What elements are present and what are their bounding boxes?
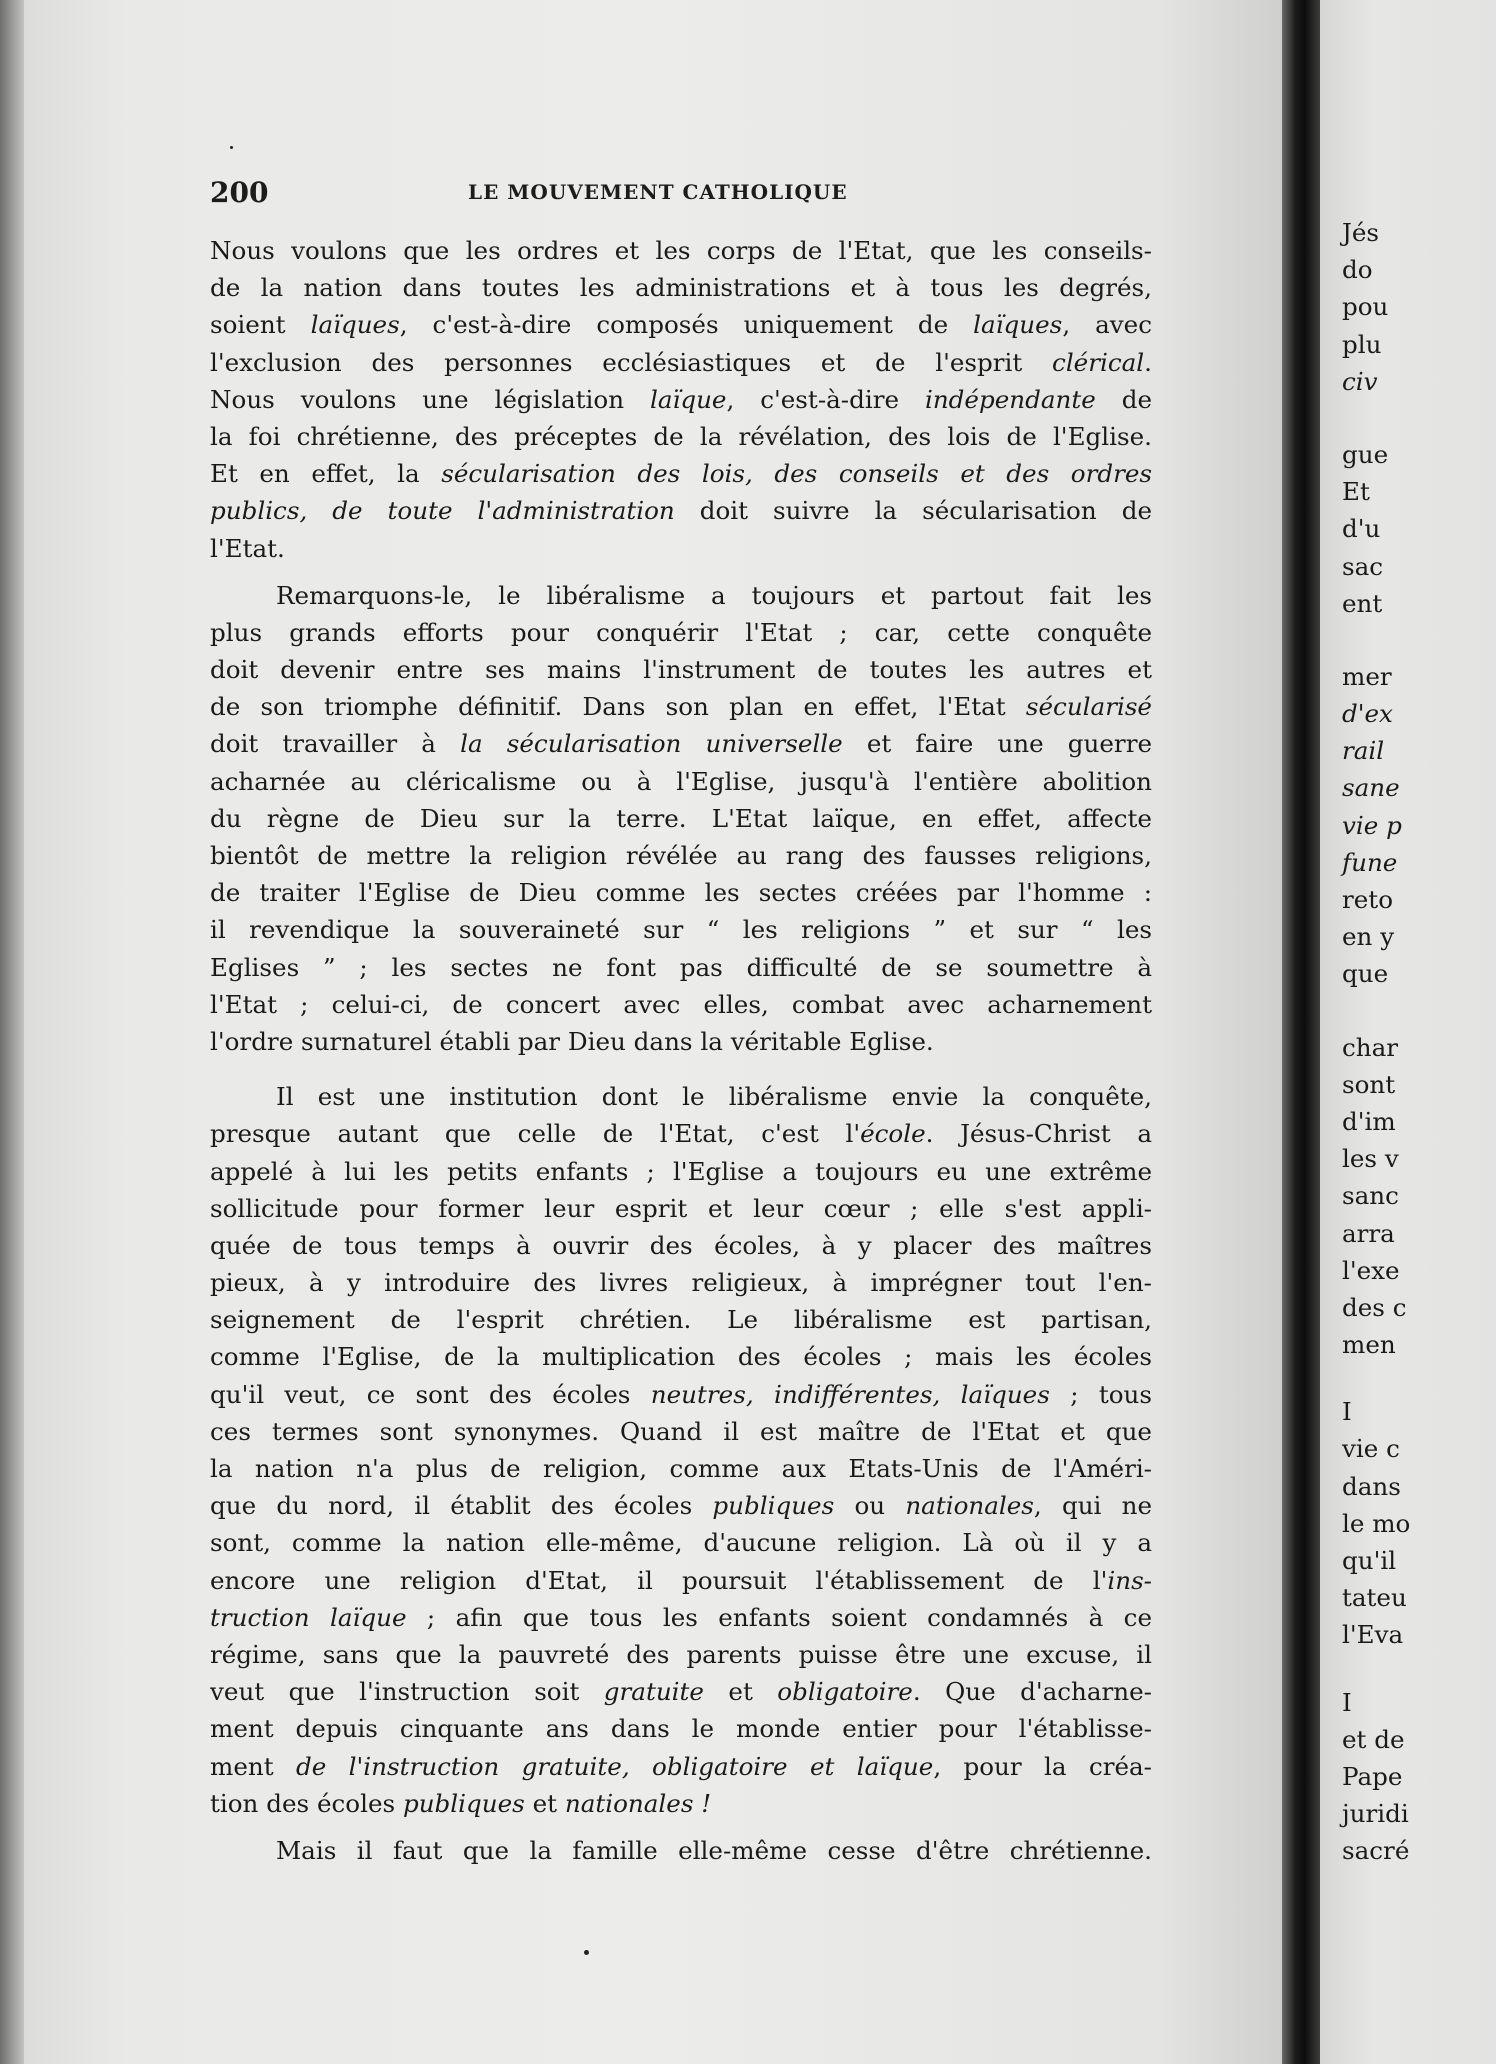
text-span: que du nord, il établit des écoles: [210, 1491, 713, 1521]
text-line: [210, 1115, 1152, 1152]
text-line: [210, 1785, 1152, 1822]
fragment-line: d'ex: [1342, 699, 1393, 729]
text-span: de traiter l'Eglise de Dieu comme les sectes créées par l'homme :: [210, 878, 1152, 908]
text-span: Nous voulons que les ordres et les corps de l'Etat, que les conseils-: [210, 236, 1152, 265]
italic-text: sécularisé: [1025, 692, 1152, 722]
text-span: bientôt de mettre la religion révélée au rang des fausses religions,: [210, 841, 1152, 870]
text-span: .: [1144, 347, 1152, 377]
text-line: [210, 1487, 1152, 1524]
text-span: , qui ne: [1033, 1491, 1152, 1521]
fragment-line: l'exe: [1342, 1255, 1400, 1285]
text-span: , c'est-à-dire: [726, 384, 925, 414]
italic-text: laïque: [649, 384, 727, 414]
text-span: de: [1095, 384, 1152, 414]
text-span: Et en effet, la: [210, 459, 442, 489]
italic-text: publiques: [712, 1491, 835, 1521]
text-line: [210, 1227, 1152, 1264]
fragment-line: Et: [1342, 477, 1370, 507]
text-span: l'Etat ; celui-ci, de concert avec elles, combat avec acharnement: [210, 989, 1152, 1019]
page-number: 200: [210, 176, 269, 209]
text-span: Remarquons-le, le libéralisme a toujours et partout fait les: [276, 580, 1152, 610]
text-span: et: [524, 1788, 565, 1818]
text-span: l'ordre surnaturel établi par Dieu dans la véritable Eglise.: [210, 1026, 934, 1056]
italic-text: laïques: [973, 310, 1063, 340]
text-span: . Que d'acharne-: [912, 1677, 1152, 1707]
text-span: qu'il veut, ce sont des écoles: [210, 1379, 651, 1409]
text-span: tion des écoles: [210, 1788, 403, 1818]
fragment-line: juridi: [1342, 1799, 1409, 1829]
text-line: [210, 1524, 1152, 1561]
text-line: [210, 1264, 1152, 1301]
italic-text: la sécularisation universelle: [460, 729, 843, 759]
fragment-line: plu: [1342, 329, 1382, 359]
text-span: Mais il faut que la famille elle-même cesse d'être chrétienne.: [276, 1835, 1152, 1865]
fragment-line: I: [1342, 1687, 1352, 1717]
text-line: [210, 1450, 1152, 1487]
text-span: ment: [210, 1751, 296, 1781]
text-line: [210, 1636, 1152, 1673]
text-line: [210, 381, 1152, 418]
text-line: [210, 1376, 1152, 1413]
italic-text: publics, de toute l'administration: [210, 496, 675, 526]
text-line: [210, 763, 1152, 800]
fragment-line: reto: [1342, 885, 1394, 914]
text-span: régime, sans que la pauvreté des parents puisse être une excuse, il: [210, 1639, 1152, 1669]
text-span: sollicitude pour former leur esprit et leur cœur ; elle s'est appli-: [210, 1193, 1152, 1223]
text-span: pieux, à y introduire des livres religieux, à imprégner tout l'en-: [210, 1268, 1152, 1298]
text-line: [210, 1562, 1152, 1599]
scan-speck: [584, 1950, 589, 1955]
italic-text: clérical: [1052, 347, 1145, 377]
text-line: [210, 1710, 1152, 1747]
fragment-line: gue: [1342, 439, 1389, 469]
text-span: soient: [210, 310, 311, 340]
text-span: ces termes sont synonymes. Quand il est maître de l'Etat et que: [210, 1416, 1152, 1446]
fragment-line: ent: [1342, 588, 1383, 618]
text-span: il revendique la souveraineté sur “ les religions ” et sur “ les: [210, 915, 1152, 945]
fragment-line: Jés: [1342, 218, 1380, 247]
text-span: Nous voulons une législation: [210, 384, 650, 414]
text-line: [210, 1599, 1152, 1636]
fragment-line: I: [1342, 1397, 1352, 1427]
fragment-line: et de: [1342, 1724, 1405, 1754]
fragment-line: men: [1342, 1330, 1396, 1360]
fragment-line: pou: [1342, 292, 1389, 322]
text-line: [210, 725, 1152, 762]
italic-text: nationales !: [564, 1788, 712, 1818]
text-line: [210, 986, 1152, 1023]
text-span: comme l'Eglise, de la multiplication des écoles ; mais les écoles: [210, 1342, 1152, 1372]
italic-text: sécularisation des lois, des conseils et des ordres: [441, 459, 1152, 489]
fragment-line: d'u: [1342, 514, 1381, 544]
text-line: [210, 1413, 1152, 1450]
fragment-line: vie c: [1342, 1434, 1400, 1464]
text-span: acharnée au cléricalisme ou à l'Eglise, jusqu'à l'entière abolition: [210, 766, 1152, 796]
text-line: [210, 232, 1152, 269]
text-line: [210, 492, 1152, 529]
text-line: [210, 269, 1152, 306]
text-line: [210, 688, 1152, 725]
text-line: [210, 1301, 1152, 1338]
fragment-line: sont: [1342, 1069, 1396, 1099]
fragment-line: fune: [1342, 847, 1398, 877]
fragment-line: les v: [1342, 1144, 1399, 1174]
text-line: [210, 1673, 1152, 1710]
text-line: [210, 949, 1152, 986]
text-span: et: [704, 1677, 778, 1707]
text-line: [210, 1832, 1152, 1869]
running-title: LE MOUVEMENT CATHOLIQUE: [468, 180, 848, 204]
fragment-line: char: [1342, 1032, 1399, 1062]
fragment-line: sacré: [1342, 1836, 1410, 1866]
right-page-text: [1342, 214, 1410, 1870]
text-span: . Jésus-Christ a: [925, 1119, 1152, 1149]
fragment-line: l'Eva: [1342, 1620, 1404, 1650]
text-span: sont, comme la nation elle-même, d'aucune religion. Là où il y a: [210, 1528, 1152, 1558]
text-span: doit suivre la sécularisation de: [674, 496, 1152, 526]
text-line: [210, 1153, 1152, 1190]
text-line: [210, 651, 1152, 688]
italic-text: nationales: [905, 1491, 1034, 1521]
fragment-line: tateu: [1342, 1583, 1407, 1613]
italic-text: ins-: [1107, 1565, 1152, 1595]
fragment-line: que: [1342, 959, 1389, 989]
text-line: [210, 344, 1152, 381]
fragment-line: dans: [1342, 1471, 1401, 1501]
italic-text: gratuite: [603, 1677, 704, 1707]
fragment-line: sac: [1342, 551, 1384, 581]
text-span: veut que l'instruction soit: [210, 1677, 604, 1707]
text-span: la nation n'a plus de religion, comme aux Etats-Unis de l'Améri-: [210, 1454, 1152, 1483]
text-line: [210, 530, 1152, 567]
fragment-line: sane: [1342, 773, 1400, 803]
text-span: ou: [834, 1491, 906, 1521]
text-line: [210, 874, 1152, 911]
text-span: l'exclusion des personnes ecclésiastiques et de l'esprit: [210, 347, 1053, 377]
text-span: de son triomphe définitif. Dans son plan en effet, l'Etat: [210, 692, 1026, 722]
right-page: [1320, 0, 1496, 2064]
text-span: la foi chrétienne, des préceptes de la révélation, des lois de l'Eglise.: [210, 421, 1152, 451]
text-line: [210, 1338, 1152, 1375]
italic-text: école: [860, 1119, 926, 1149]
italic-text: obligatoire: [777, 1677, 913, 1707]
text-line: [210, 1748, 1152, 1785]
text-line: [210, 837, 1152, 874]
text-span: l'Etat.: [210, 533, 285, 563]
text-span: , pour la créa-: [933, 1751, 1152, 1781]
text-span: seignement de l'esprit chrétien. Le libéralisme est partisan,: [210, 1305, 1152, 1335]
fragment-line: do: [1342, 255, 1373, 285]
text-line: [210, 911, 1152, 948]
scan-edge: [0, 0, 26, 2064]
text-span: presque autant que celle de l'Etat, c'est l': [210, 1119, 861, 1149]
text-span: ; afin que tous les enfants soient condamnés à ce: [406, 1602, 1152, 1632]
text-span: ; tous: [1049, 1379, 1152, 1409]
fragment-line: mer: [1342, 661, 1392, 691]
text-line: [210, 1190, 1152, 1227]
text-span: ment depuis cinquante ans dans le monde entier pour l'établisse-: [210, 1714, 1152, 1744]
text-span: et faire une guerre: [842, 729, 1152, 759]
italic-text: publiques: [402, 1788, 525, 1818]
book-gutter: [1282, 0, 1320, 2064]
text-span: encore une religion d'Etat, il poursuit l'établissement de l': [210, 1565, 1108, 1595]
fragment-line: civ: [1342, 366, 1378, 396]
fragment-line: des c: [1342, 1292, 1407, 1322]
text-line: [210, 800, 1152, 837]
text-line: [210, 577, 1152, 614]
text-line: [210, 418, 1152, 455]
text-span: doit travailler à: [210, 729, 461, 759]
text-line: [210, 455, 1152, 492]
text-span: , avec: [1062, 310, 1152, 340]
fragment-line: rail: [1342, 736, 1385, 766]
fragment-line: sanc: [1342, 1181, 1399, 1211]
italic-text: indépendante: [924, 384, 1096, 414]
text-span: quée de tous temps à ouvrir des écoles, à y placer des maîtres: [210, 1230, 1152, 1260]
text-span: , c'est-à-dire composés uniquement de: [399, 310, 974, 340]
page-header: [210, 176, 1260, 210]
text-line: [210, 1078, 1152, 1115]
body-text: [210, 232, 1152, 1869]
text-span: plus grands efforts pour conquérir l'Etat ; car, cette conquête: [210, 617, 1152, 647]
fragment-line: en y: [1342, 922, 1395, 952]
text-line: [210, 1023, 1152, 1060]
italic-text: de l'instruction gratuite, obligatoire et laïque: [295, 1751, 934, 1781]
fragment-line: vie p: [1342, 810, 1402, 840]
italic-text: laïques: [310, 310, 400, 340]
text-span: appelé à lui les petits enfants ; l'Eglise a toujours eu une extrême: [210, 1156, 1152, 1186]
text-line: [210, 306, 1152, 343]
text-span: du règne de Dieu sur la terre. L'Etat laïque, en effet, affecte: [210, 803, 1152, 833]
fragment-line: le mo: [1342, 1508, 1411, 1538]
text-span: de la nation dans toutes les administrations et à tous les degrés,: [210, 273, 1152, 303]
text-span: doit devenir entre ses mains l'instrument de toutes les autres et: [210, 655, 1152, 685]
text-span: Eglises ” ; les sectes ne font pas difficulté de se soumettre à: [210, 952, 1152, 982]
text-span: Il est une institution dont le libéralisme envie la conquête,: [276, 1082, 1152, 1112]
fragment-line: arra: [1342, 1218, 1395, 1248]
text-line: [210, 614, 1152, 651]
italic-text: neutres, indifférentes, laïques: [650, 1379, 1050, 1409]
fragment-line: qu'il: [1342, 1546, 1397, 1575]
scan-speck: [230, 146, 233, 149]
italic-text: truction laïque: [210, 1602, 407, 1632]
fragment-line: d'im: [1342, 1106, 1396, 1136]
fragment-line: Pape: [1342, 1761, 1403, 1791]
